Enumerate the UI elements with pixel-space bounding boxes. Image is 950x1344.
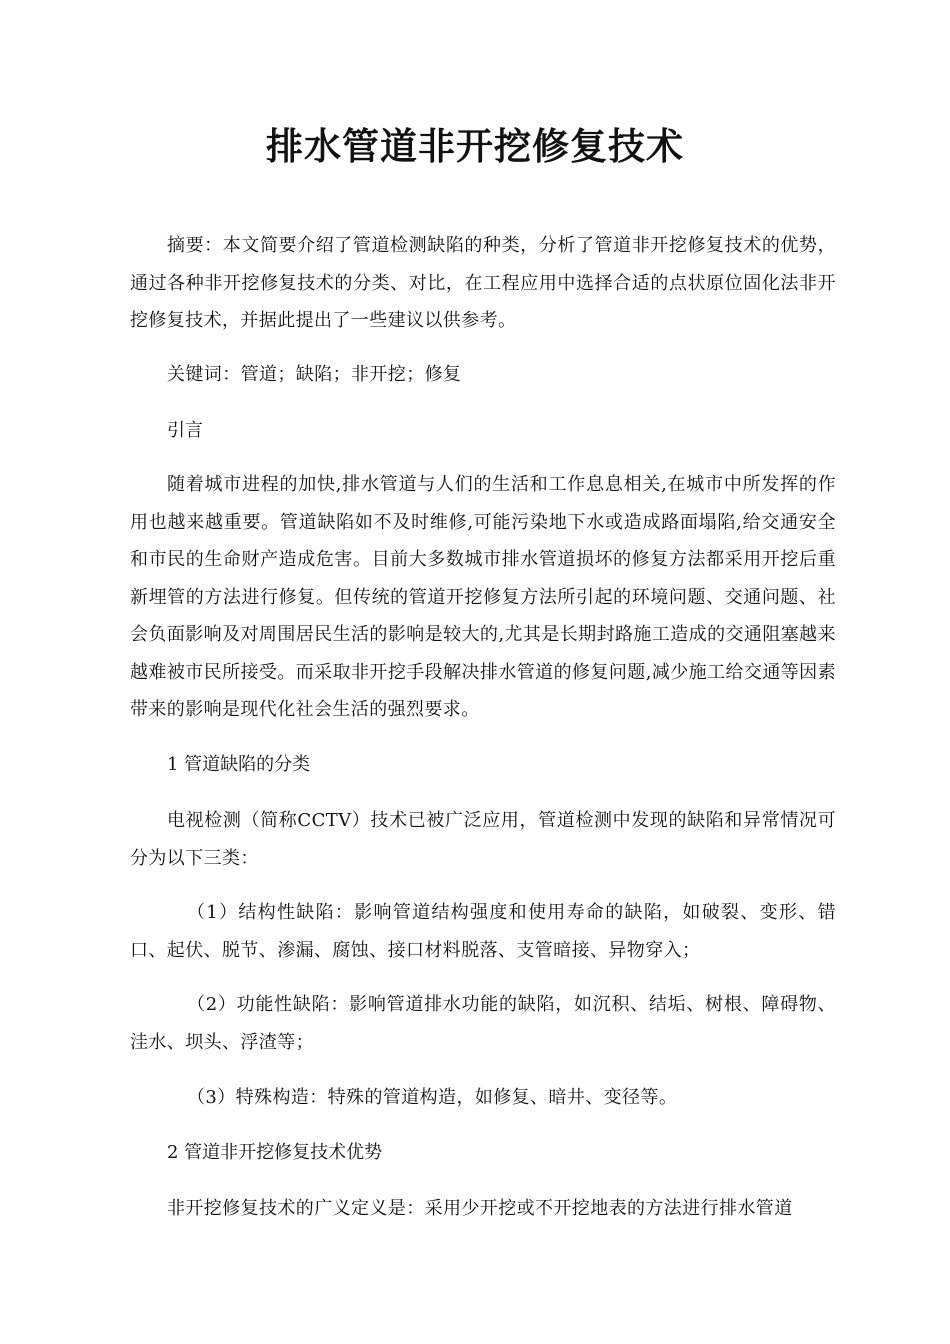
- section-2-heading: 2 管道非开挖修复技术优势: [167, 1142, 383, 1163]
- defect-item-structural: （1）结构性缺陷：影响管道结构强度和使用寿命的缺陷，如破裂、变形、错口、起伏、脱节、渗漏、腐蚀、接口材料脱落、支管暗接、异物穿入；: [130, 902, 836, 961]
- abstract-paragraph: 摘要：本文简要介绍了管道检测缺陷的种类，分析了管道非开挖修复技术的优势，通过各种非开挖修复技术的分类、对比，在工程应用中选择合适的点状原位固化法非开挖修复技术，并据此提出了一些建议以供参考。: [130, 235, 836, 331]
- intro-heading: 引言: [167, 420, 203, 441]
- section-2-paragraph: 非开挖修复技术的广义定义是：采用少开挖或不开挖地表的方法进行排水管道: [167, 1198, 793, 1219]
- section-1-heading: 1 管道缺陷的分类: [167, 754, 311, 775]
- defect-item-functional: （2）功能性缺陷：影响管道排水功能的缺陷，如沉积、结垢、树根、障碍物、洼水、坝头、浮渣等；: [130, 994, 836, 1053]
- section-1-paragraph: 电视检测（简称CCTV）技术已被广泛应用，管道检测中发现的缺陷和异常情况可分为以下三类：: [130, 810, 836, 869]
- keywords-paragraph: 关键词：管道；缺陷；非开挖；修复: [167, 364, 462, 385]
- intro-paragraph: 随着城市进程的加快,排水管道与人们的生活和工作息息相关,在城市中所发挥的作用也越来越重要。管道缺陷如不及时维修,可能污染地下水或造成路面塌陷,给交通安全和市民的生命财产造成危害。目前大多数城市排水管道损坏的修复方法都采用开挖后重新埋管的方法进行修复。但传统的管道开挖修复方法所引起的环境问题、交通问题、社会负面影响及对周围居民生活的影响是较大的,尤其是长期封路施工造成的交通阻塞越来越难被市民所接受。而采取非开挖手段解决排水管道的修复问题,减少施工给交通等因素带来的影响是现代化社会生活的强烈要求。: [130, 474, 836, 720]
- document-title: 排水管道非开挖修复技术: [266, 125, 684, 168]
- defect-item-special: （3）特殊构造：特殊的管道构造，如修复、暗井、变径等。: [187, 1087, 678, 1108]
